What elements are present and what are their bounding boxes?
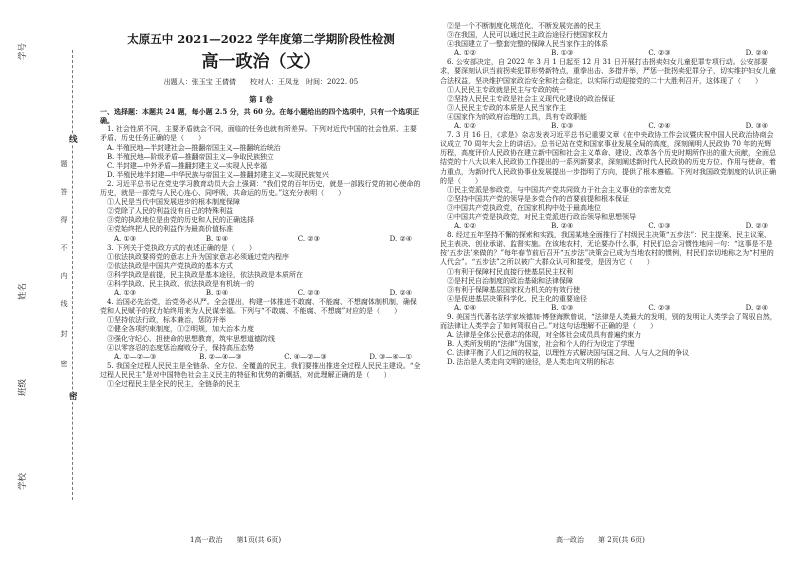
- question-6-stem: 6. 公安部决定，自 2022 年 3 月 1 日起至 12 月 31 日开展打击拐卖妇女儿童犯罪专项行动。公安部要求，要深刻认识当前拐卖犯罪形势新特点，重拳出击、多措并举，严惩一批拐卖犯罪分子，切实维护妇女儿童合法权益，坚决维护国家政治安全和社会稳定，以实际行动迎接党的二十大胜利召开，这体现了（ ）: [440, 58, 776, 85]
- option-c: C. ①③: [648, 222, 671, 231]
- question-6-item: ④国家作为的政府治理的工具，具有专政职能: [447, 112, 587, 121]
- option-d: D. ②④: [745, 303, 768, 312]
- seal-word: 线: [60, 300, 68, 308]
- subject-title: 高一政治（文）: [201, 52, 321, 72]
- question-7-item: ①民主党派是参政党，与中国共产党共同致力于社会主义事业的亲密友党: [447, 185, 671, 194]
- question-2-item: ④党始终把人民的利益作为最高价值标准: [107, 225, 233, 234]
- question-9-option-c: C. 法律平衡了人们之间的权益，以理性方式解决国与国之间、人与人之间的争议: [447, 349, 690, 358]
- question-1-option-b: B. 半殖民地—阶级矛盾—推翻帝国主义—争取民族独立: [107, 152, 274, 161]
- authors-line: 出题人：张玉宝 王倩倩 校对人：王凤龙 时间：2022. 05: [163, 78, 359, 86]
- question-4-item: ①坚持依法行政，标本兼治，惩防并举: [107, 316, 226, 325]
- option-b: B. ①④: [205, 289, 228, 298]
- right-column: [440, 22, 778, 368]
- question-4-stem: 4. 治国必先治党，治党务必从严。全会提出，构建一体推进不敢腐、不能腐、不想腐体制机制，确保党和人民赋予的权力始终用来为人民谋幸福。下列与“不敢腐、不能腐、不想腐”对应的是（ ）: [100, 298, 417, 316]
- question-3-item: ③科学执政是前提，民主执政是基本途径，依法执政是本质所在: [107, 270, 303, 279]
- question-3-item: ④科学执政、民主执政、依法执政是有机统一的: [107, 279, 254, 288]
- option-a: A. ①③: [114, 289, 137, 298]
- section-intro: 一、选择题：本题共 24 题，每小题 2.5 分，共 60 分。在每小题给出的四个选项中，只有一个选项正确。: [100, 107, 420, 126]
- question-9-option-a: A. 法律是全体公民意志的体现，对全体社会成员具有普遍约束力: [447, 331, 642, 340]
- option-d: D. ②④: [389, 289, 412, 298]
- option-a: A. ①—②—③: [114, 352, 157, 361]
- question-7-options: [440, 222, 778, 231]
- question-8-item: ③有利于保障基层国家权力机关的有效行使: [447, 285, 580, 294]
- seal-line: [72, 50, 73, 500]
- option-d: D. ②④: [745, 49, 768, 58]
- question-4-item: ②健全各项约束制度，①②明规，加大治本力度: [107, 325, 254, 334]
- question-2-item: ②党除了人民的利益没有自己的特殊利益: [107, 207, 233, 216]
- question-5-item: ①全过程民主是全民的民主，全链条的民主: [107, 380, 240, 388]
- option-c: C. ②③: [648, 49, 671, 58]
- question-2-stem: 2. 习近平总书记在党史学习教育动员大会上强调：“我们党的百年历史，就是一部践行党的初心使命的历史，就是一部党与人民心连心、同呼吸、共命运的历史。”这充分表明（ ）: [100, 179, 421, 198]
- option-d: D. ②③: [745, 222, 768, 231]
- student-id-label: 学号: [18, 42, 28, 60]
- option-b: B. ①③: [551, 122, 574, 131]
- question-5-options: [440, 49, 778, 58]
- question-4-item: ④以零容忍的态度惩治腐败分子，保持高压态势: [107, 343, 254, 352]
- class-label: 班级: [18, 378, 28, 396]
- question-8-stem: 8. 经过五年坚持不懈的探索和实践，我国某地全面推行了村级民主决策“五步法”：民主提案、民主议案、民主表决、创业承诺、监督实施。在该地农村，无论要办什么事，村民们总会习惯性地问一句：“这事是不是按‘五步法’来做的？”每年春节前后召开“五步法”决策会已成为当地农村的惯例，村民们亲切地称之为“村里的人代会”。“五步法”之所以被广大群众认可和接受，是因为它（ ）: [440, 231, 774, 267]
- option-d: D. ②④: [389, 234, 412, 243]
- option-a: A. ①④: [454, 303, 477, 312]
- question-9-stem: 9. 美国当代著名法学家埃德加·博登海默曾说，“法律是人类最大的发明，别的发明让人类学会了驾驭自然，而法律让人类学会了如何驾驭自己。”对这句话理解不正确的是（ ）: [440, 313, 777, 331]
- question-1-option-c: C. 半封建—中外矛盾—推翻封建主义—实现人民幸福: [107, 161, 267, 170]
- seal-word: 答: [60, 188, 68, 196]
- question-7-item: ②坚持中国共产党的领导是多党合作的首要前提和根本保证: [447, 194, 629, 203]
- binding-margin: [0, 0, 90, 561]
- option-a: A. ①②: [454, 222, 477, 231]
- footer-right: 高一政治 第 2页(共 6页): [556, 536, 645, 544]
- question-8-item: ②是村民自治制度的政治基础和法律保障: [447, 276, 573, 285]
- option-b: B. ①④: [205, 234, 228, 243]
- question-8-options: [440, 304, 778, 313]
- seal-mark-top: 线: [69, 135, 78, 145]
- footer-left: 1高一政治 第1页(共 6页): [190, 536, 282, 544]
- question-5-item: ④我国建立了一整套完整的保障人民当家作主的体系: [447, 40, 608, 49]
- option-a: A. ①②: [454, 49, 477, 58]
- question-2-item: ①人民是当代中国发展进步的根本制度保障: [107, 198, 240, 207]
- question-9-option-d: D. 法治是人类走向文明的途径，是人类走向文明的标志: [447, 358, 614, 367]
- option-b: B. ①③: [551, 49, 574, 58]
- question-6-item: ②坚持人民民主专政是社会主义现代化建设的政治保证: [447, 94, 615, 103]
- question-5-item: ③在我国，人民可以通过民主政治途径行使国家权力: [447, 31, 608, 40]
- option-d: D. ③—④—①: [369, 352, 412, 361]
- question-5-stem: 5. 我国全过程人民民主是全链条、全方位、全覆盖的民主，我们要推出推进全过程人民民主建设。“全过程人民民主”是对中国特色社会主义民主的特征和优势的新概括，对此理解正确的是（ ）: [100, 361, 421, 379]
- seal-mark-bottom: 密: [69, 392, 78, 402]
- question-6-item: ③人民民主专政的本质是人民当家作主: [447, 103, 566, 112]
- option-a: A. ①②: [454, 122, 477, 131]
- question-1-stem: 1. 社会性质不同，主要矛盾就会不同，面临的任务也就有所差异。下列对近代中国的社会性质、主要矛盾、历史任务正确的是（ ）: [100, 125, 417, 143]
- volume-title: 第 I 卷: [249, 95, 273, 105]
- question-2-item: ③党的执政地位是由党的历史和人民的正确选择: [107, 216, 254, 225]
- option-b: B. ①③: [551, 303, 574, 312]
- seal-word: 不: [60, 244, 68, 252]
- option-c: C. ②③: [297, 289, 320, 298]
- question-8-item: ①有利于保障村民直接行使基层民主权利: [447, 267, 573, 276]
- question-3-item: ①依法执政要将党的意志上升为国家意志必须通过党内程序: [107, 252, 289, 261]
- name-label: 姓名: [18, 282, 28, 300]
- option-c: C. ②③: [648, 303, 671, 312]
- question-2-options: [100, 235, 422, 244]
- option-c: C. ②④: [648, 122, 671, 131]
- school-title: 太原五中 2021—2022 学年度第二学期阶段性检测: [127, 32, 395, 46]
- question-4-options: [100, 353, 422, 362]
- seal-word: 题: [60, 160, 68, 168]
- seal-word: 密: [60, 360, 68, 368]
- question-7-item: ③中国共产党执政党，在国家机构中处于最高地位: [447, 203, 601, 212]
- question-5-item: ②是一个不断制度化规范化，不断发展完善的民主: [447, 22, 601, 30]
- option-b: B. ②—④—③: [199, 352, 242, 361]
- question-1-option-a: A. 半殖民地—半封建社会—推翻帝国主义—推翻统治统治: [107, 143, 281, 152]
- question-3-stem: 3. 下列关于党执政方式的表述正确的是（ ）: [107, 243, 256, 252]
- option-c: C. ④—②—③: [284, 352, 327, 361]
- left-column: [100, 22, 422, 389]
- question-7-stem: 7. 3 月 16 日，《求是》杂志发表习近平总书记重要文章《在中央政协工作会议暨庆祝中国人民政治协商会议成立 70 周年大会上的讲话》。总书记站在党和国家事业发展全局的高度，深刻阐明人民政协 70 年的光辉历程，高度评价人民政协在建立新中国和社会主义革命、建设、改革各个历史时期所作出的重大贡献，全面总结党的十八大以来人民政协工作提出的一系列新要求，深刻阐述新时代人民政协的历史方位、作用与使命，着力重点，为新时代人民政协事业发展提出一步指明了方向，提供了根本遵循。下列对我国政党制度的认识正确的是（ ）: [440, 131, 776, 185]
- option-d: D. ③④: [745, 122, 768, 131]
- question-1-option-d: D. 半殖民地半封建—中华民族与帝国主义—推翻封建主义—实现民族复兴: [107, 170, 329, 179]
- school-label: 学校: [18, 472, 28, 490]
- question-7-item: ④中国共产党是执政党，对民主党派进行政治领导和思想领导: [447, 212, 636, 221]
- option-a: A. ①③: [114, 234, 137, 243]
- question-8-item: ④是促进基层决策科学化、民主化的重要途径: [447, 294, 587, 303]
- question-6-options: [440, 122, 778, 131]
- seal-word: 封: [60, 330, 68, 338]
- seal-word: 内: [60, 272, 68, 280]
- seal-word: 得: [60, 216, 68, 224]
- question-3-options: [100, 289, 422, 298]
- question-3-item: ②依法执政是中国共产党执政的基本方式: [107, 261, 233, 270]
- question-9-option-b: B. 人类所发明的“法律”为国家，社会和个人的行为设定了学理: [447, 340, 635, 349]
- option-c: C. ②③: [297, 234, 320, 243]
- option-b: B. ②④: [551, 222, 574, 231]
- question-4-item: ③强化守纪心、担使命的思想教育，筑牢思想道德防线: [107, 334, 275, 343]
- question-6-item: ①人民民主专政就是民主与专政的统一: [447, 85, 566, 94]
